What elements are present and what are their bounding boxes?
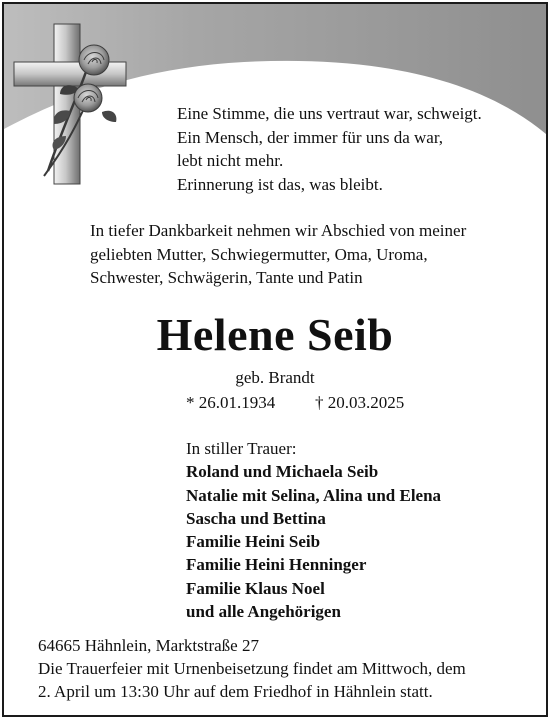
service-info-line: 2. April um 13:30 Uhr auf dem Friedhof in Hähnlein statt. — [38, 682, 433, 701]
page-border — [2, 2, 548, 717]
mourners-heading: In stiller Trauer: — [186, 439, 297, 458]
mourner-row: Familie Heini Henninger — [186, 555, 367, 575]
mourner-row: und alle Angehörigen — [186, 602, 341, 622]
poem-line: lebt nicht mehr. — [177, 151, 284, 170]
mourner-row: Roland und Michaela Seib — [186, 462, 379, 482]
mourner-row: Natalie mit Selina, Alina und Elena — [186, 485, 442, 505]
mourner-row: Familie Klaus Noel — [186, 578, 325, 598]
poem-line: Eine Stimme, die uns vertraut war, schweigt. — [177, 104, 482, 123]
death-date: † 20.03.2025 — [315, 393, 405, 412]
maiden-name: geb. Brandt — [235, 368, 315, 387]
poem-line: Ein Mensch, der immer für uns da war, — [177, 127, 444, 147]
mourner-row: Sascha und Bettina — [186, 508, 326, 528]
birth-date: * 26.01.1934 — [186, 393, 276, 412]
intro-line: Schwester, Schwägerin, Tante und Patin — [90, 268, 363, 287]
address: 64665 Hähnlein, Marktstraße 27 — [38, 636, 259, 655]
intro-line: In tiefer Dankbarkeit nehmen wir Abschied von meiner — [90, 221, 467, 240]
service-info-line: Die Trauerfeier mit Urnenbeisetzung findet am Mittwoch, dem — [38, 659, 466, 678]
deceased-name: Helene Seib — [156, 309, 394, 360]
poem-line: Erinnerung ist das, was bleibt. — [177, 174, 383, 194]
mourner-row: Familie Heini Seib — [186, 532, 321, 552]
intro-line: geliebten Mutter, Schwiegermutter, Oma, Uroma, — [90, 244, 428, 264]
